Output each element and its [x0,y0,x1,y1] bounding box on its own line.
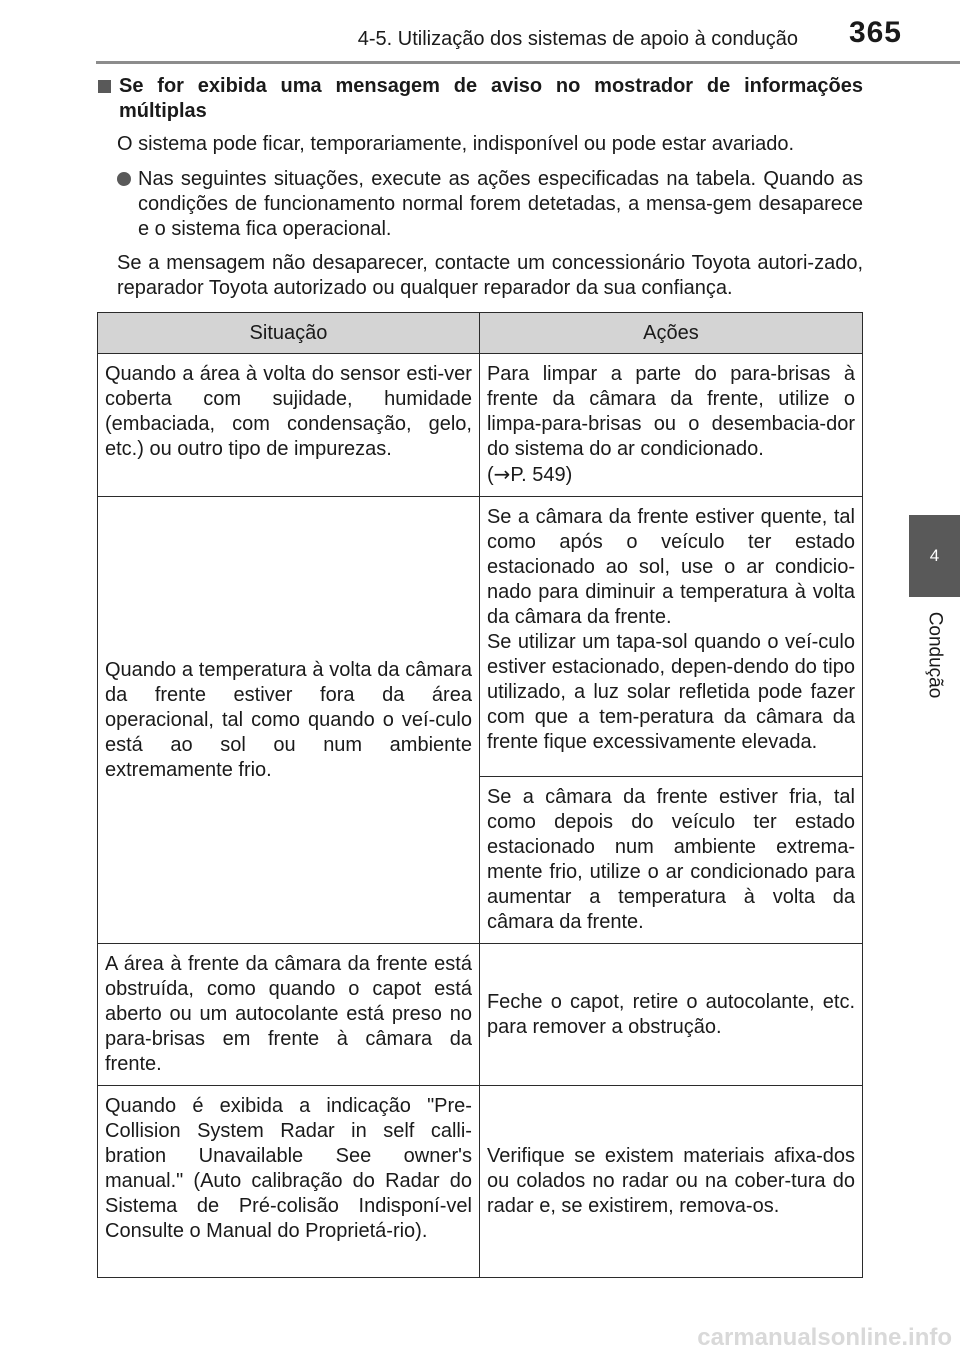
action-cell: Verifique se existem materiais afixa-dos ou colados no radar ou na cober-tura do radar e, se existirem, remova-os. [479,1086,862,1278]
chapter-label-container [909,600,960,710]
header-actions: Ações [479,313,862,354]
action-cell [479,354,862,497]
watermark: carmanualsonline.info [697,1324,952,1351]
situation-cell: A área à frente da câmara da frente está obstruída, como quando o capot está aberto ou um autocolante está preso no para-brisas em frente à câmara da frente. [98,944,480,1086]
page-ref-open: ( [486,464,494,486]
action-text: Para limpar a parte do para-brisas à frente da câmara da frente, utilize o limpa-para-brisas ou o desembacia-dor do sistema do ar condicionado. [486,363,855,460]
header-situation: Situação [98,313,480,354]
page-number: 365 [848,16,902,49]
table-header-row [98,313,863,354]
situation-cell: Quando é exibida a indicação "Pre-Collision System Radar in self calli-bration Unavailable See owner's manual." (Auto calibração do Radar do Sistema de Pré-colisão Indisponí-vel Consulte o Manual do Proprietá-rio). [98,1086,480,1278]
intro-section [98,74,863,301]
action-cell [479,497,862,777]
situation-cell: Quando a área à volta do sensor esti-ver coberta com sujidade, humidade (embaciada, com condensação, gelo, etc.) ou outro tipo de impurezas. [98,354,480,497]
intro-paragraph-2: Se a mensagem não desaparecer, contacte um concessionário Toyota autori-zado, reparador Toyota autorizado ou qualquer reparador da sua confiança. [117,252,863,299]
page-ref: P. 549) [510,464,573,486]
action-cell: Feche o capot, retire o autocolante, etc. para remover a obstrução. [479,944,862,1086]
intro-paragraph: O sistema pode ficar, temporariamente, indisponível ou pode estar avariado. [117,133,795,155]
section-title: 4-5. Utilização dos sistemas de apoio à condução [357,28,798,50]
bullet-item [117,167,863,242]
action-cell: Se a câmara da frente estiver fria, tal como depois do veículo ter estado estacionado num ambiente extrema-mente frio, utilize o ar condicionado para aumentar a temperatura à volta da câmara da frente. [479,777,862,944]
section-heading-text: Se for exibida uma mensagem de aviso no mostrador de informações múltiplas [119,75,863,122]
square-bullet-icon [98,80,111,93]
section-heading [98,74,863,124]
action-text-2: Se utilizar um tapa-sol quando o veí-culo estiver estacionado, depen-dendo do tipo utilizado, a luz solar refletida pode fazer com que a tem-peratura da câmara da frente fique excessivamente elevada. [486,631,855,753]
circle-bullet-icon [117,172,131,186]
arrow-right-icon: → [493,462,511,486]
chapter-label: Condução [924,611,946,699]
situation-actions-table [97,312,863,1278]
table-row [98,1086,863,1278]
header-rule [96,61,960,64]
table-row [98,354,863,497]
table-row [98,944,863,1086]
table-row [98,497,863,777]
chapter-number: 4 [929,546,940,565]
chapter-tab [909,515,960,597]
action-text: Se a câmara da frente estiver quente, tal como após o veículo ter estado estacionado ao sol, use o ar condicio-nado para diminuir a temperatura à volta da câmara da frente. [486,506,855,628]
bullet-text: Nas seguintes situações, execute as ações especificadas na tabela. Quando as condições de funcionamento normal forem detetadas, a mensa-gem desaparece e o sistema fica operacional. [138,168,863,240]
situation-cell: Quando a temperatura à volta da câmara da frente estiver fora da área operacional, tal como quando o veí-culo está ao sol ou num ambiente extremamente frio. [98,497,480,944]
